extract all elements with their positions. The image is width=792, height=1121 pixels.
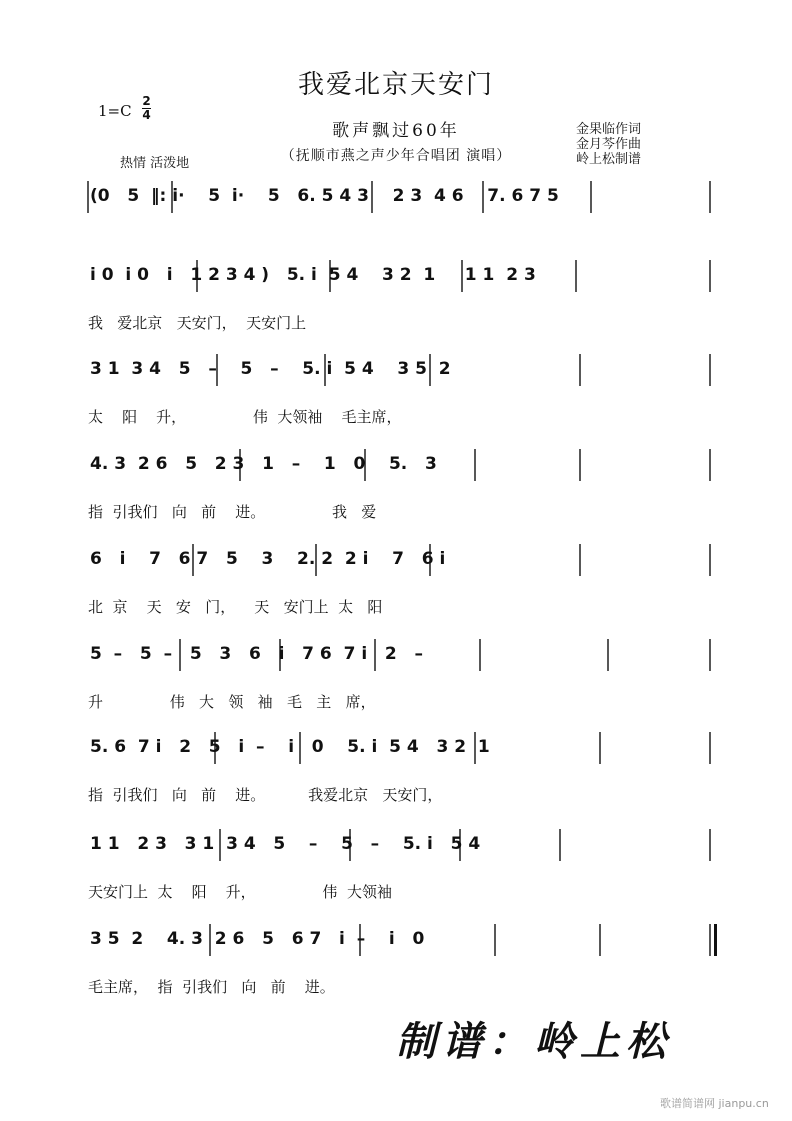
performer-note: （抚顺市燕之声少年合唱团 演唱）: [280, 148, 512, 164]
final-barline: [714, 924, 717, 956]
notation-line: 3 1 3 4 5 – 5 – 5. i 5 4 3 5 2: [90, 359, 451, 379]
key-signature: 1=C: [98, 102, 132, 120]
notation-line: 5. 6 7 i 2 5 i – i 0 5. i 5 4 3 2 1: [90, 737, 490, 757]
notation-line: 6 i 7 6 7 5 3 2. 2 2 i 7 6 i: [90, 549, 446, 569]
notation-line: i 0 i 0 i 1 2 3 4 ) 5. i 5 4 3 2 1 1 1 2 3: [90, 265, 536, 285]
lyric-line: 太 阳 升， 伟 大领袖 毛主席，: [88, 408, 402, 426]
notation-line: 3 5 2 4. 3 2 6 5 6 7 i – i 0: [90, 929, 425, 949]
notation-line: 5 – 5 – 5 3 6 i 7 6 7 i 2 –: [90, 644, 424, 664]
song-title: 我爱北京天安门: [297, 70, 494, 100]
lyric-line: 升 伟 大 领 袖 毛 主 席，: [88, 693, 376, 711]
lyric-line: 指 引我们 向 前 进。 我爱北京 天安门，: [88, 786, 443, 804]
notation-line: 4. 3 2 6 5 2 3 1 – 1 0 5. 3: [90, 454, 437, 474]
watermark: 歌谱简谱网 jianpu.cn: [660, 1097, 769, 1110]
time-signature-top: 2: [142, 94, 151, 108]
tempo-marking: 热情 活泼地: [120, 156, 190, 171]
lyric-line: 毛主席， 指 引我们 向 前 进。: [88, 978, 335, 996]
time-signature-bottom: 4: [142, 108, 151, 122]
lyricist-credit: 金果临作词: [576, 122, 642, 137]
transcriber-signature: 制谱：岭上松: [396, 1018, 672, 1065]
lyric-line: 指 引我们 向 前 进。 我 爱: [88, 503, 377, 521]
lyric-line: 天安门上 太 阳 升， 伟 大领袖: [88, 883, 392, 901]
transcriber-credit: 岭上松制谱: [576, 152, 642, 167]
song-subtitle: 歌声飘过60年: [332, 121, 460, 141]
notation-line: (0 5 ‖: i· 5 i· 5 6. 5 4 3 2 3 4 6 7. 6 7 5: [90, 186, 559, 206]
composer-credit: 金月芩作曲: [576, 137, 642, 152]
notation-line: 1 1 2 3 3 1 3 4 5 – 5 – 5. i 5 4: [90, 834, 481, 854]
lyric-line: 北 京 天 安 门， 天 安门上 太 阳: [88, 598, 383, 616]
lyric-line: 我 爱北京 天安门， 天安门上: [88, 314, 307, 332]
